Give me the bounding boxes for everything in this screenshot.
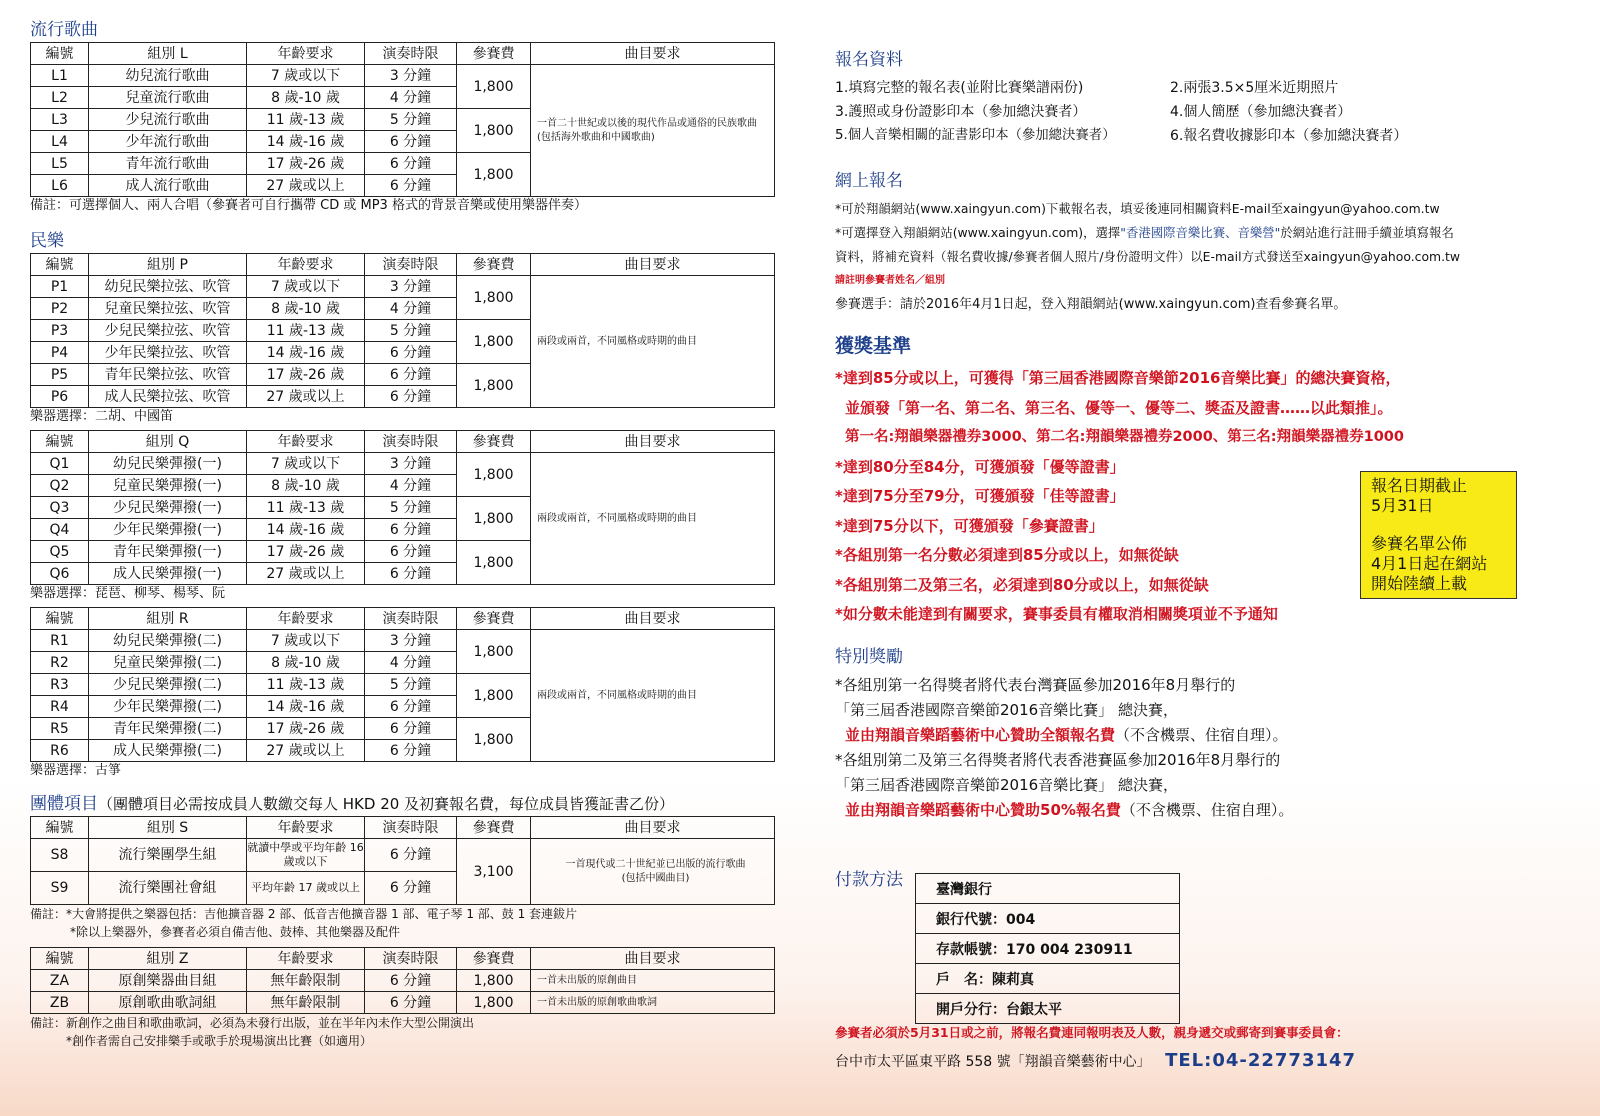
header-fee: 參賽費 <box>457 608 531 630</box>
cell-group: 少兒流行歌曲 <box>89 109 247 131</box>
cell-requirement: 一首未出版的原創曲目 <box>531 970 775 992</box>
cell-group: 兒童民樂拉弦、吹管 <box>89 298 247 320</box>
cell-group: 兒童民樂彈撥(一) <box>89 475 247 497</box>
header-time: 演奏時限 <box>365 948 457 970</box>
header-number: 編號 <box>31 431 89 453</box>
cell-code: R3 <box>31 674 89 696</box>
payment-tel: TEL:04-22773147 <box>1165 1050 1357 1071</box>
cell-time: 4 分鐘 <box>365 475 457 497</box>
cell-group: 少年民樂彈撥(二) <box>89 696 247 718</box>
cell-code: P4 <box>31 342 89 364</box>
group-title: 團體項目 <box>30 794 98 814</box>
section-title-pop: 流行歌曲 <box>30 20 98 40</box>
table-row <box>916 934 1180 964</box>
cell-age: 14 歲-16 歲 <box>247 342 365 364</box>
cell-code: Q5 <box>31 541 89 563</box>
award-line: *各組別第二及第三名，必須達到80分或以上，如無從缺 <box>835 575 1209 594</box>
header-fee: 參賽費 <box>457 254 531 276</box>
cell-time: 3 分鐘 <box>365 453 457 475</box>
header-requirement: 曲目要求 <box>531 608 775 630</box>
note-group-z-1: 備註：新創作之曲目和歌曲歌詞，必須為未發行出版，並在半年內未作大型公開演出 <box>30 1016 475 1030</box>
list-item: 1.填寫完整的報名表(並附比賽樂譜兩份) <box>835 80 1084 96</box>
cell-time: 4 分鐘 <box>365 87 457 109</box>
header-age: 年齡要求 <box>247 817 365 839</box>
header-time: 演奏時限 <box>365 43 457 65</box>
special-line-6 <box>835 798 1575 823</box>
table-header-row <box>31 431 775 453</box>
cell-time: 6 分鐘 <box>365 563 457 585</box>
cell-time: 6 分鐘 <box>365 153 457 175</box>
award-line: 並頒發「第一名、第二名、第三名、優等一、優等二、獎盃及證書……以此類推」。 <box>845 398 1393 417</box>
cell-time: 6 分鐘 <box>365 872 457 905</box>
cell-code: S9 <box>31 872 89 905</box>
cell-code: L3 <box>31 109 89 131</box>
cell-fee: 1,800 <box>457 674 531 718</box>
cell-age: 無年齡限制 <box>247 992 365 1014</box>
online-line-2c: 於網站進行註冊手續並填寫報名 <box>1280 225 1454 240</box>
online-text <box>835 197 1575 317</box>
cell-group: 成人流行歌曲 <box>89 175 247 197</box>
cell-age: 27 歲或以上 <box>247 175 365 197</box>
header-number: 編號 <box>31 254 89 276</box>
cell-fee: 1,800 <box>457 630 531 674</box>
cell-code: L6 <box>31 175 89 197</box>
cell-code: P2 <box>31 298 89 320</box>
online-line-2 <box>835 221 1575 245</box>
special-line-1: *各組別第一名得獎者將代表台灣賽區參加2016年8月舉行的 <box>835 675 1236 694</box>
table-header-row <box>31 254 775 276</box>
cell-time: 6 分鐘 <box>365 175 457 197</box>
table-header-row <box>31 43 775 65</box>
table-header-row <box>31 817 775 839</box>
header-age: 年齡要求 <box>247 431 365 453</box>
registration-title: 報名資料 <box>835 50 903 70</box>
cell-code: R2 <box>31 652 89 674</box>
header-requirement: 曲目要求 <box>531 254 775 276</box>
cell-fee: 1,800 <box>457 970 531 992</box>
cell-group: 成人民樂拉弦、吹管 <box>89 386 247 408</box>
header-age: 年齡要求 <box>247 254 365 276</box>
list-item: 3.護照或身份證影印本（參加總決賽者） <box>835 104 1087 120</box>
cell-group: 少兒民樂彈撥(一) <box>89 497 247 519</box>
cell-code: P6 <box>31 386 89 408</box>
note-folk-q: 樂器選擇：琵琶、柳琴、楊琴、阮 <box>30 586 226 601</box>
cell-group: 少兒民樂拉弦、吹管 <box>89 320 247 342</box>
cell-code: Q1 <box>31 453 89 475</box>
special-line-6b: （不含機票、住宿自理）。 <box>1120 800 1294 819</box>
right-column <box>835 45 1575 1071</box>
cell-time: 6 分鐘 <box>365 364 457 386</box>
cell-fee: 1,800 <box>457 497 531 541</box>
award-line: 第一名:翔韻樂器禮券3000、第二名:翔韻樂器禮券2000、第三名:翔韻樂器禮券1000 <box>845 429 1404 445</box>
cell-code: L5 <box>31 153 89 175</box>
cell-age: 8 歲-10 歲 <box>247 652 365 674</box>
cell-age: 11 歲-13 歲 <box>247 320 365 342</box>
note-group-z-2: *創作者需自己安排樂手或歌手於現場演出比賽（如適用） <box>66 1034 373 1048</box>
online-line-2a: *可選擇登入翔韻網站(www.xaingyun.com)，選擇 <box>835 225 1121 240</box>
online-remark: 請註明參賽者姓名／組別 <box>835 275 945 286</box>
cell-code: R4 <box>31 696 89 718</box>
cell-code: P1 <box>31 276 89 298</box>
cell-time: 5 分鐘 <box>365 320 457 342</box>
cell-requirement: 一首未出版的原創歌曲歌詞 <box>531 992 775 1014</box>
header-group: 組別 S <box>89 817 247 839</box>
bank-holder: 戶 名：陳莉真 <box>916 964 1180 994</box>
special-line-5: 「第三屆香港國際音樂節2016音樂比賽」 總決賽， <box>835 775 1178 794</box>
list-item: 5.個人音樂相關的証書影印本（參加總決賽者） <box>835 128 1116 143</box>
deadline-line-3: 參賽名單公佈 <box>1371 534 1468 553</box>
section-title-group <box>30 792 775 816</box>
cell-age: 27 歲或以上 <box>247 740 365 762</box>
deadline-line-1: 報名日期截止 <box>1371 476 1468 495</box>
cell-age: 11 歲-13 歲 <box>247 109 365 131</box>
special-text <box>835 673 1575 823</box>
cell-age: 27 歲或以上 <box>247 386 365 408</box>
award-line: *達到75分至79分，可獲頒發「佳等證書」 <box>835 487 1125 505</box>
header-number: 編號 <box>31 948 89 970</box>
table-header-row <box>31 948 775 970</box>
award-line: *達到80分至84分，可獲頒發「優等證書」 <box>835 457 1125 476</box>
cell-group: 少年民樂彈撥(一) <box>89 519 247 541</box>
table-row <box>916 964 1180 994</box>
cell-time: 5 分鐘 <box>365 109 457 131</box>
cell-time: 6 分鐘 <box>365 386 457 408</box>
table-folk-q <box>30 430 775 585</box>
header-number: 編號 <box>31 608 89 630</box>
award-line: *達到85分或以上，可獲得「第三屆香港國際音樂節2016音樂比賽」的總決賽資格， <box>835 369 1401 387</box>
cell-time: 3 分鐘 <box>365 276 457 298</box>
deadline-line-2: 5月31日 <box>1371 496 1434 515</box>
special-line-3b: （不含機票、住宿自理）。 <box>1115 725 1288 744</box>
cell-age: 17 歲-26 歲 <box>247 718 365 740</box>
cell-age: 7 歲或以下 <box>247 65 365 87</box>
table-header-row <box>31 608 775 630</box>
special-title: 特別獎勵 <box>835 646 903 667</box>
header-group: 組別 Q <box>89 431 247 453</box>
header-requirement: 曲目要求 <box>531 948 775 970</box>
award-line: *如分數未能達到有關要求，賽事委員有權取消相關獎項並不予通知 <box>835 605 1278 623</box>
cell-group: 幼兒民樂彈撥(一) <box>89 453 247 475</box>
table-row <box>916 874 1180 904</box>
cell-group: 兒童民樂彈撥(二) <box>89 652 247 674</box>
cell-requirement: 一首二十世紀或以後的現代作品或通俗的民族歌曲 (包括海外歌曲和中國歌曲) <box>531 65 775 197</box>
table-group-s <box>30 816 775 905</box>
group-title-note: （團體項目必需按成員人數繳交每人 HKD 20 及初賽報名費，每位成員皆獲証書乙份） <box>98 795 675 813</box>
cell-time: 6 分鐘 <box>365 519 457 541</box>
list-item: 6.報名費收據影印本（參加總決賽者） <box>1170 128 1408 144</box>
cell-group: 流行樂團學生組 <box>89 839 247 872</box>
cell-fee: 1,800 <box>457 364 531 408</box>
header-age: 年齡要求 <box>247 608 365 630</box>
online-line-2b: "香港國際音樂比賽、音樂營" <box>1120 225 1281 240</box>
cell-fee: 3,100 <box>457 839 531 905</box>
cell-age: 17 歲-26 歲 <box>247 153 365 175</box>
cell-age: 11 歲-13 歲 <box>247 674 365 696</box>
cell-group: 青年民樂彈撥(二) <box>89 718 247 740</box>
header-group: 組別 R <box>89 608 247 630</box>
cell-requirement: 兩段或兩首，不同風格或時期的曲目 <box>531 453 775 585</box>
header-fee: 參賽費 <box>457 948 531 970</box>
special-line-2: 「第三屆香港國際音樂節2016音樂比賽」 總決賽， <box>835 700 1178 719</box>
cell-code: L4 <box>31 131 89 153</box>
cell-group: 少年流行歌曲 <box>89 131 247 153</box>
payment-title: 付款方法 <box>835 870 903 890</box>
cell-group: 少兒民樂彈撥(二) <box>89 674 247 696</box>
cell-code: Q2 <box>31 475 89 497</box>
award-line: *達到75分以下，可獲頒發「參賽證書」 <box>835 516 1104 535</box>
note-group-s-2: *除以上樂器外，參賽者必須自備吉他、鼓棒、其他樂器及配件 <box>70 925 401 939</box>
cell-age: 11 歲-13 歲 <box>247 497 365 519</box>
list-item: 4.個人簡歷（參加總決賽者） <box>1170 104 1352 120</box>
cell-time: 6 分鐘 <box>365 970 457 992</box>
cell-age: 17 歲-26 歲 <box>247 541 365 563</box>
cell-fee: 1,800 <box>457 718 531 762</box>
cell-age: 7 歲或以下 <box>247 276 365 298</box>
online-line-3: 資料，將補充資料（報名費收據/參賽者個人照片/身份證明文件）以E-mail方式發送至xaingyun@yahoo.com.tw <box>835 249 1461 264</box>
cell-requirement: 兩段或兩首，不同風格或時期的曲目 <box>531 630 775 762</box>
cell-code: Q3 <box>31 497 89 519</box>
cell-code: Q6 <box>31 563 89 585</box>
cell-group: 原創歌曲歌詞組 <box>89 992 247 1014</box>
cell-code: Q4 <box>31 519 89 541</box>
table-row <box>916 994 1180 1024</box>
cell-code: S8 <box>31 839 89 872</box>
cell-code: ZA <box>31 970 89 992</box>
cell-age: 7 歲或以下 <box>247 630 365 652</box>
cell-fee: 1,800 <box>457 276 531 320</box>
cell-time: 3 分鐘 <box>365 65 457 87</box>
online-line-1: *可於翔韻網站(www.xaingyun.com)下載報名表，填妥後連同相關資料E-mail至xaingyun@yahoo.com.tw <box>835 201 1440 216</box>
section-title-folk: 民樂 <box>30 231 64 251</box>
cell-code: R6 <box>31 740 89 762</box>
cell-age: 7 歲或以下 <box>247 453 365 475</box>
online-players: 參賽選手：請於2016年4月1日起，登入翔韻網站(www.xaingyun.com)查看參賽名單。 <box>835 297 1347 312</box>
cell-time: 6 分鐘 <box>365 992 457 1014</box>
header-age: 年齡要求 <box>247 43 365 65</box>
payment-address-line <box>835 1050 1356 1071</box>
header-group: 組別 P <box>89 254 247 276</box>
payment-footer: 參賽者必須於5月31日或之前，將報名費連同報明表及人數，親身遞交或郵寄到賽事委員會： <box>835 1025 1349 1040</box>
table-row <box>31 970 775 992</box>
cell-time: 6 分鐘 <box>365 541 457 563</box>
cell-group: 青年流行歌曲 <box>89 153 247 175</box>
note-group-s-1: 備註：*大會將提供之樂器包括：吉他擴音器 2 部、低音吉他擴音器 1 部、電子琴 1 部、鼓 1 套連鈸片 <box>30 907 578 921</box>
table-row <box>31 65 775 87</box>
bank-branch: 開戶分行：台銀太平 <box>916 994 1180 1024</box>
cell-age: 8 歲-10 歲 <box>247 87 365 109</box>
table-folk-p <box>30 253 775 408</box>
bank-account: 存款帳號：170 004 230911 <box>916 934 1180 964</box>
awards-title: 獲獎基準 <box>835 335 912 357</box>
cell-group: 青年民樂拉弦、吹管 <box>89 364 247 386</box>
cell-age: 8 歲-10 歲 <box>247 298 365 320</box>
cell-time: 3 分鐘 <box>365 630 457 652</box>
cell-age: 8 歲-10 歲 <box>247 475 365 497</box>
cell-group: 幼兒民樂彈撥(二) <box>89 630 247 652</box>
cell-code: P5 <box>31 364 89 386</box>
header-fee: 參賽費 <box>457 43 531 65</box>
cell-age: 就讀中學或平均年齡 16 歲或以下 <box>247 839 365 872</box>
bank-name: 臺灣銀行 <box>916 874 1180 904</box>
cell-group: 原創樂器曲目組 <box>89 970 247 992</box>
table-row <box>916 904 1180 934</box>
deadline-line-4: 4月1日起在網站 <box>1371 554 1488 573</box>
header-time: 演奏時限 <box>365 608 457 630</box>
list-item: 2.兩張3.5×5厘米近期照片 <box>1170 80 1339 96</box>
table-row <box>31 276 775 298</box>
cell-age: 平均年齡 17 歲或以上 <box>247 872 365 905</box>
cell-time: 4 分鐘 <box>365 298 457 320</box>
cell-time: 5 分鐘 <box>365 497 457 519</box>
header-time: 演奏時限 <box>365 431 457 453</box>
header-requirement: 曲目要求 <box>531 431 775 453</box>
cell-fee: 1,800 <box>457 541 531 585</box>
cell-time: 6 分鐘 <box>365 131 457 153</box>
cell-time: 4 分鐘 <box>365 652 457 674</box>
deadline-line-5: 開始陸續上載 <box>1371 574 1468 593</box>
cell-age: 17 歲-26 歲 <box>247 364 365 386</box>
cell-requirement: 一首現代或二十世紀並已出版的流行歌曲 (包括中國曲目) <box>531 839 775 905</box>
table-folk-r <box>30 607 775 762</box>
header-number: 編號 <box>31 43 89 65</box>
cell-code: R1 <box>31 630 89 652</box>
cell-group: 幼兒流行歌曲 <box>89 65 247 87</box>
cell-code: ZB <box>31 992 89 1014</box>
cell-time: 6 分鐘 <box>365 696 457 718</box>
payment-address: 台中市太平區東平路 558 號「翔韻音樂藝術中心」 <box>835 1054 1151 1070</box>
cell-fee: 1,800 <box>457 992 531 1014</box>
online-title: 網上報名 <box>835 171 903 191</box>
special-line-3a: 並由翔韻音樂蹈藝術中心贊助全額報名費 <box>845 725 1116 744</box>
left-column <box>30 18 775 1050</box>
special-line-3 <box>835 723 1575 748</box>
cell-fee: 1,800 <box>457 153 531 197</box>
cell-requirement: 兩段或兩首，不同風格或時期的曲目 <box>531 276 775 408</box>
header-group: 組別 L <box>89 43 247 65</box>
cell-fee: 1,800 <box>457 453 531 497</box>
header-group: 組別 Z <box>89 948 247 970</box>
cell-age: 無年齡限制 <box>247 970 365 992</box>
header-fee: 參賽費 <box>457 431 531 453</box>
cell-group: 青年民樂彈撥(一) <box>89 541 247 563</box>
header-requirement: 曲目要求 <box>531 43 775 65</box>
cell-time: 6 分鐘 <box>365 740 457 762</box>
cell-code: L1 <box>31 65 89 87</box>
cell-group: 成人民樂彈撥(二) <box>89 740 247 762</box>
table-pop <box>30 42 775 197</box>
deadline-box <box>1360 471 1517 599</box>
special-line-6a: 並由翔韻音樂蹈藝術中心贊助50%報名費 <box>845 800 1121 819</box>
cell-group: 流行樂團社會組 <box>89 872 247 905</box>
cell-age: 14 歲-16 歲 <box>247 696 365 718</box>
note-pop: 備註：可選擇個人、兩人合唱（參賽者可自行攜帶 CD 或 MP3 格式的背景音樂或使用樂器伴奏） <box>30 198 587 213</box>
cell-code: R5 <box>31 718 89 740</box>
table-group-z <box>30 947 775 1014</box>
note-folk-p: 樂器選擇：二胡、中國笛 <box>30 409 174 424</box>
cell-code: P3 <box>31 320 89 342</box>
bank-table <box>915 873 1180 1024</box>
header-fee: 參賽費 <box>457 817 531 839</box>
header-number: 編號 <box>31 817 89 839</box>
cell-age: 27 歲或以上 <box>247 563 365 585</box>
table-row <box>31 630 775 652</box>
table-row <box>31 839 775 872</box>
cell-group: 少年民樂拉弦、吹管 <box>89 342 247 364</box>
award-line: *各組別第一名分數必須達到85分或以上，如無從缺 <box>835 546 1179 564</box>
header-time: 演奏時限 <box>365 817 457 839</box>
cell-fee: 1,800 <box>457 109 531 153</box>
table-row <box>31 453 775 475</box>
cell-group: 幼兒民樂拉弦、吹管 <box>89 276 247 298</box>
registration-list <box>835 76 1575 148</box>
special-line-4: *各組別第二及第三名得獎者將代表香港賽區參加2016年8月舉行的 <box>835 750 1281 769</box>
cell-time: 6 分鐘 <box>365 839 457 872</box>
cell-time: 5 分鐘 <box>365 674 457 696</box>
header-age: 年齡要求 <box>247 948 365 970</box>
cell-time: 6 分鐘 <box>365 342 457 364</box>
table-row <box>31 992 775 1014</box>
header-requirement: 曲目要求 <box>531 817 775 839</box>
cell-fee: 1,800 <box>457 320 531 364</box>
bank-code: 銀行代號：004 <box>916 904 1180 934</box>
cell-group: 兒童流行歌曲 <box>89 87 247 109</box>
cell-group: 成人民樂彈撥(一) <box>89 563 247 585</box>
cell-time: 6 分鐘 <box>365 718 457 740</box>
cell-code: L2 <box>31 87 89 109</box>
cell-age: 14 歲-16 歲 <box>247 131 365 153</box>
header-time: 演奏時限 <box>365 254 457 276</box>
cell-fee: 1,800 <box>457 65 531 109</box>
note-folk-r: 樂器選擇：古箏 <box>30 763 122 778</box>
cell-age: 14 歲-16 歲 <box>247 519 365 541</box>
